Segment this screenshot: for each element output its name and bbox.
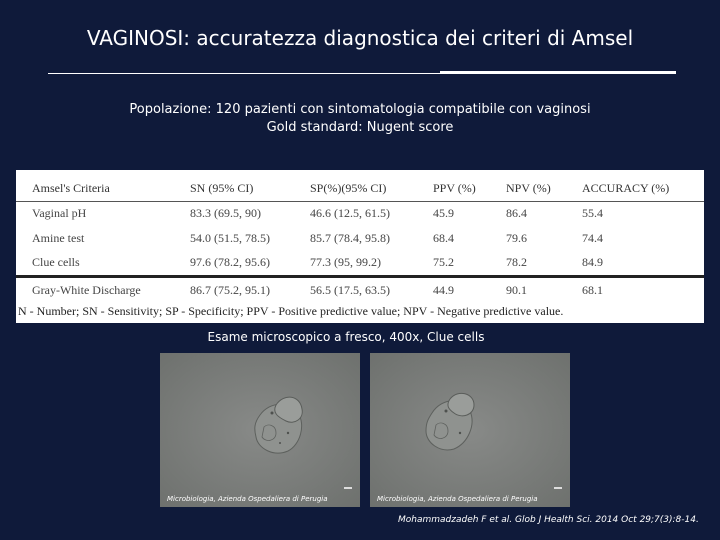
title-underline bbox=[48, 73, 440, 74]
table-header-cell: Amsel's Criteria bbox=[16, 176, 190, 201]
table-cell: 84.9 bbox=[582, 251, 704, 277]
table-row-highlighted bbox=[16, 251, 704, 277]
table-cell: 68.1 bbox=[582, 282, 603, 297]
microscopy-image-right bbox=[370, 353, 570, 507]
slide-title: VAGINOSI: accuratezza diagnostica dei criteri di Amsel bbox=[86, 26, 634, 50]
table-cell: 54.0 (51.5, 78.5) bbox=[190, 230, 270, 245]
table-cell: 55.4 bbox=[582, 206, 603, 221]
table-cell: 74.4 bbox=[582, 230, 603, 245]
gold-standard-text: Gold standard: Nugent score bbox=[266, 120, 454, 135]
population-text: Popolazione: 120 pazienti con sintomatologia compatibile con vaginosi bbox=[129, 102, 591, 117]
table-header-cell: NPV (%) bbox=[506, 176, 582, 201]
table-cell: 46.6 (12.5, 61.5) bbox=[310, 206, 390, 221]
table-cell: Clue cells bbox=[16, 251, 190, 277]
table-cell: Amine test bbox=[32, 230, 85, 245]
table-row bbox=[16, 201, 704, 226]
table-cell: 78.2 bbox=[506, 251, 582, 277]
image-credit: Microbiologia, Azienda Ospedaliera di Perugia bbox=[167, 495, 328, 503]
slide-subtitle bbox=[0, 101, 720, 137]
table-cell: Gray-White Discharge bbox=[32, 282, 141, 297]
table-header-cell: SP(%)(95% CI) bbox=[310, 176, 433, 201]
table-header-cell: SN (95% CI) bbox=[190, 176, 310, 201]
table-cell: 83.3 (69.5, 90) bbox=[190, 206, 261, 221]
table-cell: 45.9 bbox=[433, 206, 454, 221]
table-cell: 85.7 (78.4, 95.8) bbox=[310, 230, 390, 245]
table-cell: 79.6 bbox=[506, 230, 527, 245]
image-credit: Microbiologia, Azienda Ospedaliera di Perugia bbox=[377, 495, 538, 503]
table-cell: 97.6 (78.2, 95.6) bbox=[190, 251, 310, 277]
table-header-cell: ACCURACY (%) bbox=[582, 176, 704, 201]
table-row bbox=[16, 277, 704, 303]
table-cell: 90.1 bbox=[506, 282, 527, 297]
table-cell: 77.3 (95, 99.2) bbox=[310, 251, 433, 277]
microscopy-caption: Esame microscopico a fresco, 400x, Clue cells bbox=[207, 330, 485, 344]
table-cell: 68.4 bbox=[433, 230, 454, 245]
table-cell: 44.9 bbox=[433, 282, 454, 297]
microscopy-image-left bbox=[160, 353, 360, 507]
microscopy-image-right-graphic bbox=[370, 353, 570, 507]
microscopy-image-left-graphic bbox=[160, 353, 360, 507]
table-cell: 86.4 bbox=[506, 206, 527, 221]
table-cell: 56.5 (17.5, 63.5) bbox=[310, 282, 390, 297]
amsel-criteria-table bbox=[16, 176, 704, 303]
table-cell: Vaginal pH bbox=[32, 206, 87, 221]
citation-reference: Mohammadzadeh F et al. Glob J Health Sci. 2014 Oct 29;7(3):8-14. bbox=[398, 515, 699, 525]
table-cell: 86.7 (75.2, 95.1) bbox=[190, 282, 270, 297]
table-header-row bbox=[16, 176, 704, 201]
amsel-criteria-table-panel bbox=[16, 170, 704, 323]
table-row bbox=[16, 226, 704, 251]
table-cell: 75.2 bbox=[433, 251, 506, 277]
table-footnote: N - Number; SN - Sensitivity; SP - Specificity; PPV - Positive predictive value; NPV - Negative predictive value. bbox=[18, 304, 564, 318]
title-underline-accent bbox=[440, 71, 676, 74]
table-header-cell: PPV (%) bbox=[433, 176, 506, 201]
